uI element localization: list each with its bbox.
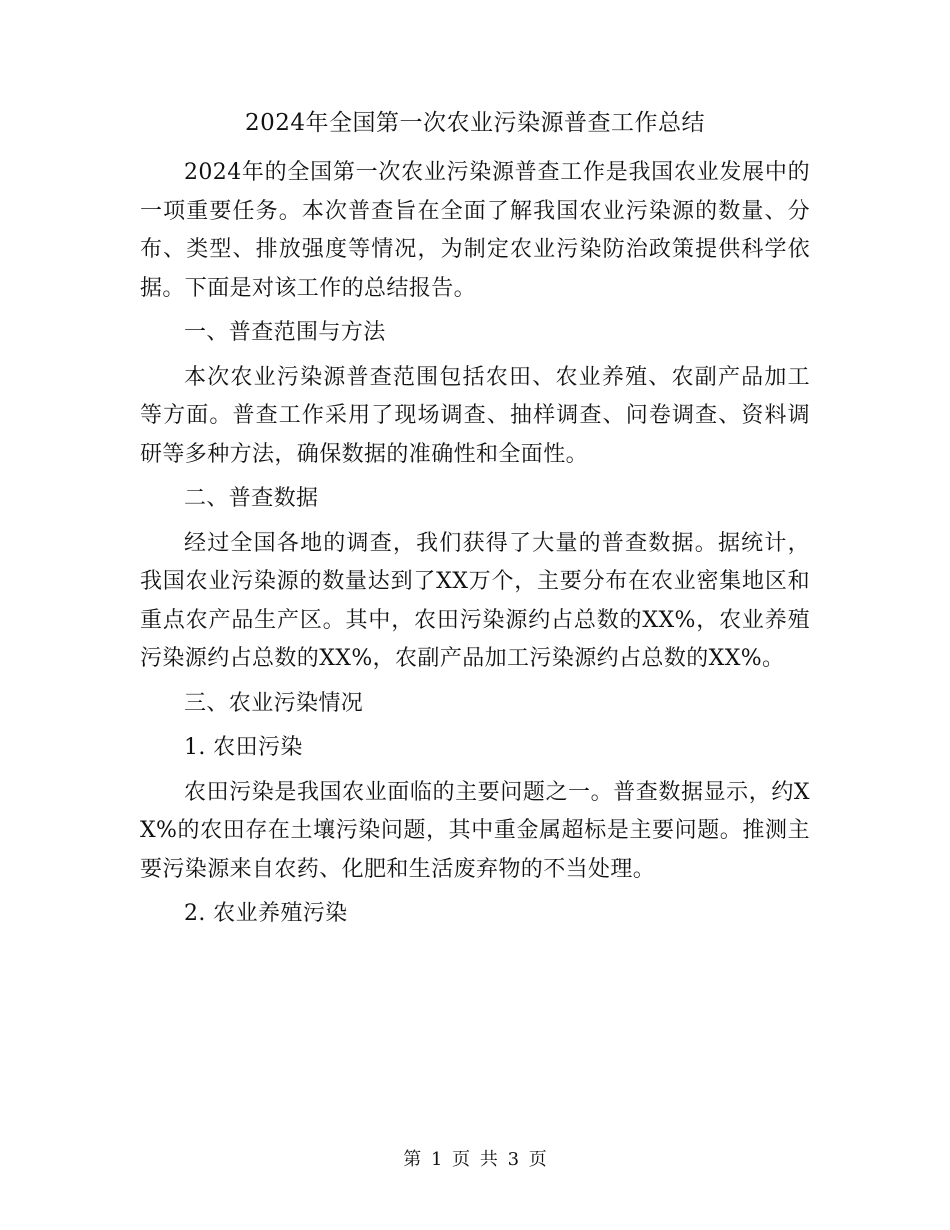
subsection-heading-livestock: 2. 农业养殖污染 [184,901,348,926]
intro-paragraph: 2024年的全国第一次农业污染源普查工作是我国农业发展中的一项重要任务。本次普查旨在全面了解我国农业污染源的数量、分布、类型、排放强度等情况，为制定农业污染防治政策提供科学依据。下面是对该工作的总结报告。 [140,160,810,301]
page-number-footer: 第 1 页 共 3 页 [403,1149,547,1170]
subsection-heading-farmland: 1. 农田污染 [184,735,303,760]
document-body [140,154,810,934]
section-heading-data: 二、普查数据 [184,486,319,511]
section-heading-pollution: 三、农业污染情况 [184,690,364,716]
document-title: 2024年全国第一次农业污染源普查工作总结 [244,110,706,136]
section-paragraph-scope: 本次农业污染源普查范围包括农田、农业养殖、农副产品加工等方面。普查工作采用了现场调查、抽样调查、问卷调查、资料调研等多种方法，确保数据的准确性和全面性。 [140,364,810,467]
subsection-paragraph-farmland: 农田污染是我国农业面临的主要问题之一。普查数据显示，约XX%的农田存在土壤污染问题，其中重金属超标是主要问题。推测主要污染源来自农药、化肥和生活废弃物的不当处理。 [140,779,810,882]
section-heading-scope: 一、普查范围与方法 [184,320,386,345]
section-paragraph-data: 经过全国各地的调查，我们获得了大量的普查数据。据统计，我国农业污染源的数量达到了XX万个，主要分布在农业密集地区和重点农产品生产区。其中，农田污染源约占总数的XX%，农业养殖污染源约占总数的XX%，农副产品加工污染源约占总数的XX%。 [140,530,810,671]
